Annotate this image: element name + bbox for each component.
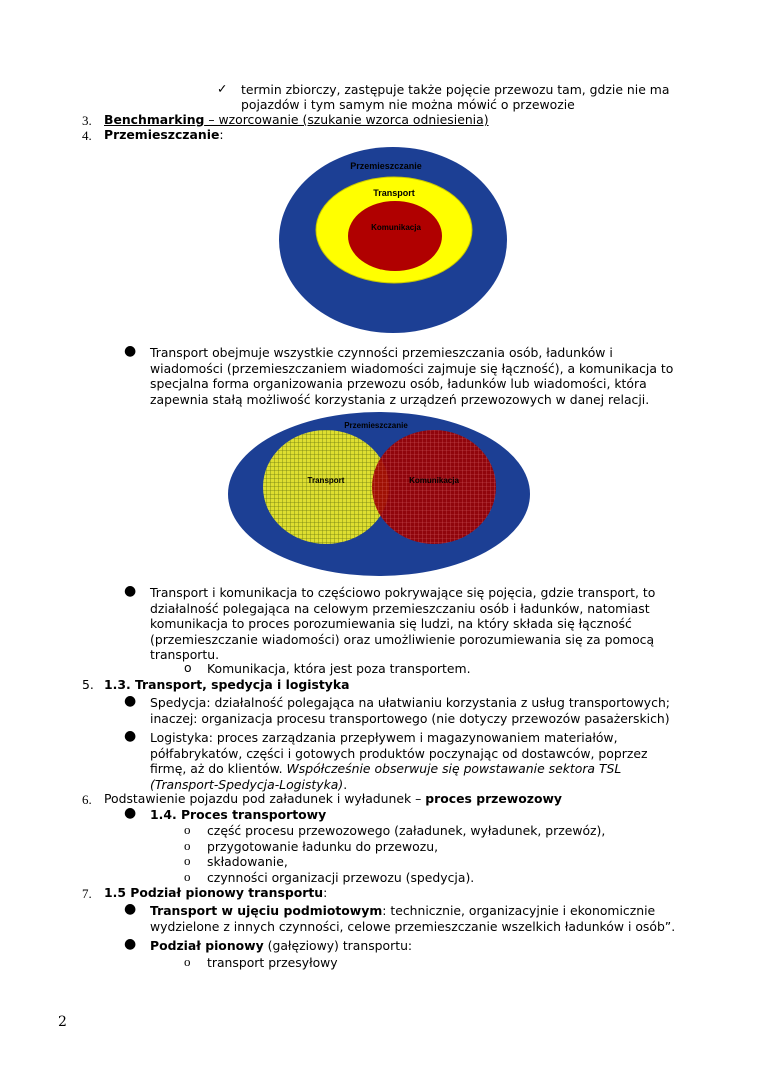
text-line: komunikacja to proces porozumiewania się ludzi, na który składa się łączność (150, 616, 632, 631)
bullet-icon: ● (124, 583, 137, 599)
text-line (150, 903, 675, 919)
text-line: termin zbiorczy, zastępuje także pojęcie przewozu tam, gdzie nie ma (241, 82, 670, 97)
left-circle-transport (263, 430, 389, 544)
sub-bullet-marker: o (184, 869, 191, 884)
label-przemieszczanie: Przemieszczanie (350, 161, 422, 171)
text-line: inaczej: organizacja procesu transportowego (nie dotyczy przewozów pasażerskich) (150, 710, 670, 726)
list-number: 5. (82, 677, 94, 692)
text-line: wydzielone z innych czynności, celowe przemieszczanie wszelkich ładunków i osób”. (150, 918, 676, 934)
bullet-icon: ● (124, 901, 137, 917)
text-line: Spedycja: działalność polegająca na ułatwianiu korzystania z usług transportowych; (150, 695, 670, 710)
list-item: składowanie, (207, 854, 288, 869)
term-bold: Przemieszczanie (104, 127, 220, 142)
text-line: Transport obejmuje wszystkie czynności przemieszczania osób, ładunków i (150, 345, 613, 360)
term-colon: : (219, 127, 224, 142)
overlap-diagram (226, 410, 532, 578)
check-mark-icon: ✓ (217, 81, 228, 96)
text-plain: Podstawienie pojazdu pod załadunek i wyładunek – (104, 791, 426, 806)
right-circle-komunikacja (372, 430, 496, 544)
bullet-icon: ● (124, 343, 137, 359)
text-line: (przemieszczanie wiadomości) oraz umożliwienie porozumiewania się za pomocą (150, 631, 655, 647)
sub-bullet-marker: o (184, 853, 191, 868)
text-line: wiadomości (przemieszczaniem wiadomości zajmuje się łączność), a komunikacja to (150, 360, 674, 376)
podzial-pionowy-line (150, 938, 412, 954)
list-item: przygotowanie ładunku do przewozu, (207, 839, 439, 854)
text-line: Transport i komunikacja to częściowo pokrywające się pojęcia, gdzie transport, to (150, 585, 656, 600)
text-line: pojazdów i tym samym nie można mówić o przewozie (241, 97, 575, 112)
list-number: 7. (82, 886, 92, 901)
sub-bullet-marker: o (184, 838, 191, 853)
label-transport: Transport (373, 188, 415, 198)
text-line (150, 777, 647, 793)
text-line: działalność polegająca na celowym przemieszczaniu osób i ładunków, natomiast (150, 600, 650, 616)
text-bold: 1.5 Podział pionowy transportu (104, 885, 324, 900)
text-line: transportu. (150, 647, 220, 662)
paragraph-transport-definition (150, 345, 673, 407)
label-przemieszczanie: Przemieszczanie (344, 421, 408, 430)
text-plain: . (343, 776, 348, 792)
text-line: specjalna forma organizowania przewozu osób, ładunków lub wiadomości, która (150, 376, 647, 391)
paragraph-logistyka (150, 730, 647, 792)
text-plain: : technicznie, organizacyjnie i ekonomicznie (382, 903, 656, 918)
text-bold: Transport w ujęciu podmiotowym (150, 903, 383, 918)
paragraph-spedycja (150, 695, 670, 726)
section-heading: 1.3. Transport, spedycja i logistyka (104, 677, 350, 692)
paragraph-podmiot (150, 903, 675, 934)
text-bold: proces przewozowy (425, 791, 562, 806)
benchmarking-line (104, 112, 489, 128)
list-number: 4. (82, 128, 92, 143)
list-item: czynności organizacji przewozu (spedycja). (207, 870, 475, 885)
inner-ellipse-komunikacja (348, 201, 442, 271)
proces-przewozowy-line (104, 791, 562, 807)
subsection-heading: 1.4. Proces transportowy (150, 807, 327, 822)
label-transport: Transport (307, 476, 345, 485)
concentric-diagram (276, 144, 510, 336)
bullet-icon: ● (124, 936, 137, 952)
text-line: zapewnia stałą możliwość korzystania z urządzeń przewozowych w danej relacji. (150, 391, 650, 407)
sub-bullet-marker: o (184, 954, 191, 969)
list-item: transport przesyłowy (207, 955, 338, 970)
sub-bullet-marker: o (184, 822, 191, 837)
label-komunikacja: Komunikacja (409, 476, 459, 485)
text-plain: (gałęziowy) transportu: (263, 938, 413, 953)
text-line: Komunikacja, która jest poza transportem. (207, 661, 471, 676)
section-heading (104, 885, 327, 901)
list-number: 3. (82, 113, 92, 128)
bullet-icon: ● (124, 728, 137, 744)
przemieszczanie-heading (104, 127, 224, 143)
text-plain: : (323, 885, 328, 900)
text-italic: (Transport-Spedycja-Logistyka) (150, 776, 344, 792)
bullet-icon: ● (124, 693, 137, 709)
label-komunikacja: Komunikacja (371, 223, 421, 232)
text-italic: Współcześnie obserwuje się powstawanie sektora TSL (286, 761, 622, 776)
text-line: Logistyka: proces zarządzania przepływem i magazynowaniem materiałów, (150, 730, 618, 745)
page-number: 2 (58, 1014, 67, 1030)
text-line (150, 761, 647, 777)
term-definition: – wzorcowanie (szukanie wzorca odniesienia) (204, 112, 489, 127)
text-plain: firmę, aż do klientów. (150, 761, 287, 776)
sub-bullet-marker: o (184, 660, 192, 675)
text-bold: Podział pionowy (150, 938, 264, 953)
text-line: półfabrykatów, części i gotowych produktów poczynając od dostawców, poprzez (150, 745, 648, 761)
paragraph-transport-komunikacja (150, 585, 655, 663)
list-item: część procesu przewozowego (załadunek, wyładunek, przewóz), (207, 823, 606, 838)
list-number: 6. (82, 792, 92, 807)
term-bold: Benchmarking (104, 112, 205, 127)
bullet-icon: ● (124, 805, 137, 821)
